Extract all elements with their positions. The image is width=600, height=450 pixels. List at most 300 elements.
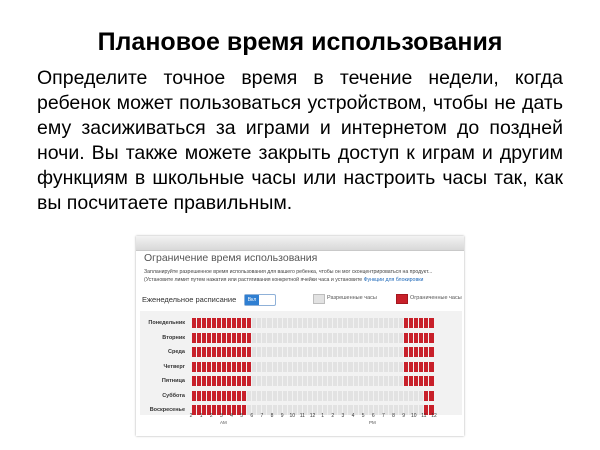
schedule-cell[interactable] [328,376,332,386]
schedule-cell[interactable] [419,376,423,386]
schedule-cell[interactable] [369,362,373,372]
schedule-cell[interactable] [359,391,363,401]
schedule-cell[interactable] [318,333,322,343]
schedule-cell[interactable] [359,318,363,328]
schedule-cell[interactable] [414,318,418,328]
schedule-cell[interactable] [419,318,423,328]
schedule-cell[interactable] [333,376,337,386]
schedule-cell[interactable] [379,347,383,357]
schedule-cell[interactable] [273,376,277,386]
hour-tick-label: 12 [431,413,437,419]
schedule-cell[interactable] [232,376,236,386]
schedule-cell[interactable] [242,376,246,386]
schedule-cell[interactable] [197,347,201,357]
schedule-cell[interactable] [419,391,423,401]
schedule-cell[interactable] [343,347,347,357]
schedule-cell[interactable] [409,362,413,372]
schedule-cell[interactable] [409,333,413,343]
schedule-cell[interactable] [217,391,221,401]
schedule-cell[interactable] [318,391,322,401]
schedule-cell[interactable] [374,318,378,328]
schedule-cell[interactable] [267,347,271,357]
schedule-cell[interactable] [414,347,418,357]
schedule-cell[interactable] [202,347,206,357]
schedule-cell[interactable] [364,333,368,343]
schedule-cell[interactable] [222,318,226,328]
schedule-cell[interactable] [419,333,423,343]
schedule-cell[interactable] [227,362,231,372]
schedule-cell[interactable] [354,376,358,386]
schedule-cell[interactable] [192,362,196,372]
schedule-cell[interactable] [197,318,201,328]
schedule-cell[interactable] [404,347,408,357]
schedule-cell[interactable] [348,391,352,401]
schedule-cell[interactable] [192,391,196,401]
schedule-cell[interactable] [197,333,201,343]
schedule-cell[interactable] [323,347,327,357]
schedule-cell[interactable] [267,318,271,328]
schedule-cell[interactable] [222,376,226,386]
schedule-cell[interactable] [192,333,196,343]
schedule-cell[interactable] [429,347,433,357]
schedule-cell[interactable] [394,333,398,343]
schedule-cell[interactable] [247,318,251,328]
schedule-cell[interactable] [374,362,378,372]
schedule-cell[interactable] [348,333,352,343]
schedule-cell[interactable] [369,347,373,357]
schedule-cell[interactable] [288,318,292,328]
schedule-cell[interactable] [227,347,231,357]
schedule-cell[interactable] [267,362,271,372]
schedule-cell[interactable] [348,362,352,372]
schedule-cell[interactable] [313,333,317,343]
schedule-cell[interactable] [283,376,287,386]
schedule-cell[interactable] [262,376,266,386]
schedule-cell[interactable] [343,391,347,401]
schedule-cell[interactable] [232,318,236,328]
schedule-cell[interactable] [303,347,307,357]
schedule-cell[interactable] [394,318,398,328]
schedule-cell[interactable] [389,347,393,357]
schedule-cell[interactable] [227,333,231,343]
schedule-cell[interactable] [399,376,403,386]
schedule-cell[interactable] [318,362,322,372]
schedule-cell[interactable] [283,333,287,343]
schedule-cell[interactable] [288,347,292,357]
schedule-cell[interactable] [354,333,358,343]
schedule-cell[interactable] [313,391,317,401]
schedule-cell[interactable] [212,391,216,401]
schedule-cell[interactable] [384,318,388,328]
schedule-cell[interactable] [414,333,418,343]
schedule-cell[interactable] [374,333,378,343]
schedule-cell[interactable] [409,376,413,386]
schedule-cell[interactable] [192,318,196,328]
schedule-cell[interactable] [278,318,282,328]
schedule-cell[interactable] [354,391,358,401]
schedule-cell[interactable] [424,347,428,357]
schedule-cell[interactable] [288,391,292,401]
schedule-cell[interactable] [232,333,236,343]
schedule-cell[interactable] [237,347,241,357]
schedule-cell[interactable] [389,376,393,386]
schedule-cell[interactable] [237,391,241,401]
schedule-cell[interactable] [333,347,337,357]
schedule-cell[interactable] [252,333,256,343]
schedule-cell[interactable] [242,362,246,372]
schedule-cell[interactable] [364,362,368,372]
schedule-cell[interactable] [267,333,271,343]
schedule-cell[interactable] [267,376,271,386]
schedule-cell[interactable] [252,362,256,372]
schedule-cell[interactable] [303,318,307,328]
schedule-cell[interactable] [313,376,317,386]
schedule-cell[interactable] [429,376,433,386]
schedule-cell[interactable] [348,318,352,328]
schedule-cell[interactable] [217,362,221,372]
schedule-cell[interactable] [389,318,393,328]
schedule-cell[interactable] [232,347,236,357]
block-functions-link[interactable]: Функции для блокировки [363,276,424,283]
schedule-cell[interactable] [414,376,418,386]
schedule-cell[interactable] [399,391,403,401]
schedule-cell[interactable] [212,333,216,343]
schedule-cell[interactable] [308,376,312,386]
schedule-cell[interactable] [308,362,312,372]
schedule-cell[interactable] [192,347,196,357]
hour-tick-label: 11 [421,413,427,419]
schedule-cell[interactable] [298,376,302,386]
schedule-cell[interactable] [298,391,302,401]
schedule-cell[interactable] [217,333,221,343]
schedule-cell[interactable] [414,391,418,401]
schedule-cell[interactable] [404,333,408,343]
schedule-cell[interactable] [429,362,433,372]
schedule-cell[interactable] [257,347,261,357]
schedule-cell[interactable] [328,391,332,401]
schedule-cell[interactable] [323,362,327,372]
schedule-cell[interactable] [237,362,241,372]
schedule-cell[interactable] [262,362,266,372]
schedule-cell[interactable] [283,362,287,372]
schedule-cell[interactable] [318,318,322,328]
schedule-cell[interactable] [207,318,211,328]
schedule-cell[interactable] [303,391,307,401]
schedule-cell[interactable] [293,347,297,357]
hour-tick-label: 3 [219,413,223,419]
schedule-cell[interactable] [374,376,378,386]
schedule-cell[interactable] [242,391,246,401]
schedule-cell[interactable] [298,347,302,357]
schedule-cell[interactable] [323,333,327,343]
schedule-cell[interactable] [359,333,363,343]
schedule-cell[interactable] [303,376,307,386]
schedule-cell[interactable] [257,318,261,328]
schedule-cell[interactable] [308,391,312,401]
schedule-cell[interactable] [202,333,206,343]
schedule-cell[interactable] [323,391,327,401]
schedule-cell[interactable] [384,362,388,372]
panel-description-line-1: Запланируйте разрешенное время использования для вашего ребенка, чтобы он мог сконцентрироваться на продукт... [144,269,433,275]
schedule-cell[interactable] [298,362,302,372]
schedule-cell[interactable] [283,347,287,357]
schedule-cell[interactable] [247,391,251,401]
schedule-cell[interactable] [202,391,206,401]
schedule-cell[interactable] [207,362,211,372]
schedule-cell[interactable] [338,376,342,386]
schedule-cell[interactable] [409,347,413,357]
schedule-cell[interactable] [338,333,342,343]
schedule-cell[interactable] [247,333,251,343]
schedule-cell[interactable] [424,318,428,328]
schedule-cell[interactable] [399,333,403,343]
schedule-cell[interactable] [242,333,246,343]
schedule-cell[interactable] [197,362,201,372]
schedule-cell[interactable] [262,391,266,401]
schedule-cell[interactable] [318,347,322,357]
schedule-cell[interactable] [293,318,297,328]
schedule-cell[interactable] [227,318,231,328]
schedule-cell[interactable] [308,347,312,357]
schedule-cell[interactable] [399,362,403,372]
schedule-cell[interactable] [348,376,352,386]
schedule-cell[interactable] [252,347,256,357]
schedule-cell[interactable] [409,391,413,401]
schedule-cell[interactable] [207,376,211,386]
schedule-cell[interactable] [278,347,282,357]
schedule-cell[interactable] [237,376,241,386]
schedule-cell[interactable] [212,376,216,386]
schedule-cell[interactable] [379,376,383,386]
schedule-cell[interactable] [359,376,363,386]
schedule-cell[interactable] [389,391,393,401]
hour-tick-label: 10 [289,413,296,419]
schedule-cell[interactable] [419,362,423,372]
schedule-cell[interactable] [384,391,388,401]
schedule-cell[interactable] [374,347,378,357]
schedule-cell[interactable] [333,362,337,372]
schedule-cell[interactable] [364,376,368,386]
schedule-cell[interactable] [278,362,282,372]
schedule-cell[interactable] [273,347,277,357]
schedule-cell[interactable] [202,318,206,328]
schedule-cell[interactable] [384,347,388,357]
schedule-cell[interactable] [429,318,433,328]
schedule-cell[interactable] [293,362,297,372]
schedule-cell[interactable] [343,333,347,343]
schedule-cell[interactable] [338,318,342,328]
day-label: Четверг [163,363,185,370]
schedule-cell[interactable] [202,376,206,386]
schedule-cell[interactable] [359,362,363,372]
schedule-cell[interactable] [429,333,433,343]
schedule-cell[interactable] [424,391,428,401]
schedule-cell[interactable] [399,318,403,328]
schedule-cell[interactable] [333,391,337,401]
hour-tick-label: 1 [199,413,203,419]
schedule-cell[interactable] [328,362,332,372]
schedule-cell[interactable] [379,318,383,328]
schedule-cell[interactable] [424,333,428,343]
schedule-cell[interactable] [273,333,277,343]
usage-limit-panel [136,236,464,436]
schedule-cell[interactable] [222,333,226,343]
schedule-cell[interactable] [343,376,347,386]
schedule-cell[interactable] [252,318,256,328]
schedule-cell[interactable] [262,318,266,328]
schedule-cell[interactable] [308,333,312,343]
schedule-cell[interactable] [379,391,383,401]
schedule-cell[interactable] [288,362,292,372]
schedule-cell[interactable] [404,376,408,386]
schedule-cell[interactable] [273,391,277,401]
schedule-cell[interactable] [369,318,373,328]
schedule-cell[interactable] [419,347,423,357]
schedule-cell[interactable] [207,347,211,357]
schedule-cell[interactable] [414,362,418,372]
schedule-cell[interactable] [257,391,261,401]
schedule-cell[interactable] [348,347,352,357]
schedule-cell[interactable] [333,318,337,328]
schedule-cell[interactable] [328,333,332,343]
schedule-cell[interactable] [318,376,322,386]
schedule-cell[interactable] [389,333,393,343]
schedule-cell[interactable] [308,318,312,328]
schedule-cell[interactable] [369,376,373,386]
schedule-cell[interactable] [293,333,297,343]
schedule-cell[interactable] [379,362,383,372]
schedule-cell[interactable] [257,362,261,372]
legend-allowed-label: Разрешенные часы [327,295,377,301]
schedule-cell[interactable] [273,318,277,328]
schedule-cell[interactable] [278,391,282,401]
schedule-cell[interactable] [207,391,211,401]
schedule-cell[interactable] [333,333,337,343]
schedule-cell[interactable] [384,376,388,386]
schedule-cell[interactable] [429,391,433,401]
hour-tick-label: 2 [189,413,193,419]
schedule-cell[interactable] [232,391,236,401]
schedule-cell[interactable] [217,347,221,357]
schedule-cell[interactable] [267,391,271,401]
schedule-cell[interactable] [237,318,241,328]
schedule-cell[interactable] [354,362,358,372]
schedule-cell[interactable] [232,362,236,372]
schedule-cell[interactable] [227,376,231,386]
schedule-cell[interactable] [369,333,373,343]
schedule-cell[interactable] [359,347,363,357]
schedule-cell[interactable] [303,333,307,343]
schedule-cell[interactable] [404,362,408,372]
schedule-cell[interactable] [379,333,383,343]
schedule-cell[interactable] [257,376,261,386]
schedule-cell[interactable] [338,362,342,372]
schedule-cell[interactable] [283,318,287,328]
schedule-cell[interactable] [298,333,302,343]
schedule-cell[interactable] [298,318,302,328]
schedule-cell[interactable] [389,362,393,372]
schedule-cell[interactable] [394,362,398,372]
schedule-cell[interactable] [293,376,297,386]
schedule-cell[interactable] [338,391,342,401]
schedule-cell[interactable] [288,376,292,386]
schedule-cell[interactable] [217,376,221,386]
schedule-cell[interactable] [328,347,332,357]
schedule-cell[interactable] [364,391,368,401]
schedule-cell[interactable] [323,376,327,386]
schedule-cell[interactable] [212,318,216,328]
schedule-cell[interactable] [343,318,347,328]
schedule-cell[interactable] [222,391,226,401]
schedule-cell[interactable] [247,347,251,357]
schedule-cell[interactable] [212,347,216,357]
schedule-cell[interactable] [424,362,428,372]
schedule-cell[interactable] [354,318,358,328]
schedule-cell[interactable] [364,347,368,357]
schedule-cell[interactable] [242,318,246,328]
schedule-cell[interactable] [394,347,398,357]
weekly-schedule-toggle[interactable] [244,294,276,306]
schedule-cell[interactable] [424,376,428,386]
schedule-cell[interactable] [338,347,342,357]
schedule-cell[interactable] [252,391,256,401]
schedule-cell[interactable] [399,347,403,357]
schedule-cell[interactable] [202,362,206,372]
schedule-cell[interactable] [313,347,317,357]
schedule-cell[interactable] [323,318,327,328]
schedule-cell[interactable] [404,318,408,328]
schedule-cell[interactable] [207,333,211,343]
schedule-cell[interactable] [222,362,226,372]
schedule-cell[interactable] [222,347,226,357]
schedule-cell[interactable] [242,347,246,357]
schedule-cell[interactable] [313,362,317,372]
schedule-cell[interactable] [354,347,358,357]
schedule-cell[interactable] [227,391,231,401]
schedule-cell[interactable] [328,318,332,328]
schedule-cell[interactable] [283,391,287,401]
schedule-cell[interactable] [262,333,266,343]
schedule-cell[interactable] [278,333,282,343]
schedule-cell[interactable] [409,318,413,328]
schedule-cell[interactable] [197,391,201,401]
schedule-cell[interactable] [394,391,398,401]
schedule-cell[interactable] [313,318,317,328]
schedule-cell[interactable] [404,391,408,401]
schedule-cell[interactable] [303,362,307,372]
schedule-cell[interactable] [217,318,221,328]
schedule-cell[interactable] [394,376,398,386]
schedule-cell[interactable] [343,362,347,372]
schedule-cell[interactable] [369,391,373,401]
schedule-cell[interactable] [374,391,378,401]
schedule-cell[interactable] [192,376,196,386]
schedule-cell[interactable] [197,376,201,386]
schedule-cell[interactable] [288,333,292,343]
schedule-cell[interactable] [273,362,277,372]
schedule-cell[interactable] [384,333,388,343]
schedule-cell[interactable] [262,347,266,357]
schedule-cell[interactable] [252,376,256,386]
schedule-cell[interactable] [212,362,216,372]
schedule-cell[interactable] [278,376,282,386]
schedule-cell[interactable] [237,333,241,343]
schedule-cell[interactable] [257,333,261,343]
schedule-cell[interactable] [364,318,368,328]
schedule-cell[interactable] [247,362,251,372]
schedule-cell[interactable] [247,376,251,386]
schedule-cell[interactable] [293,391,297,401]
